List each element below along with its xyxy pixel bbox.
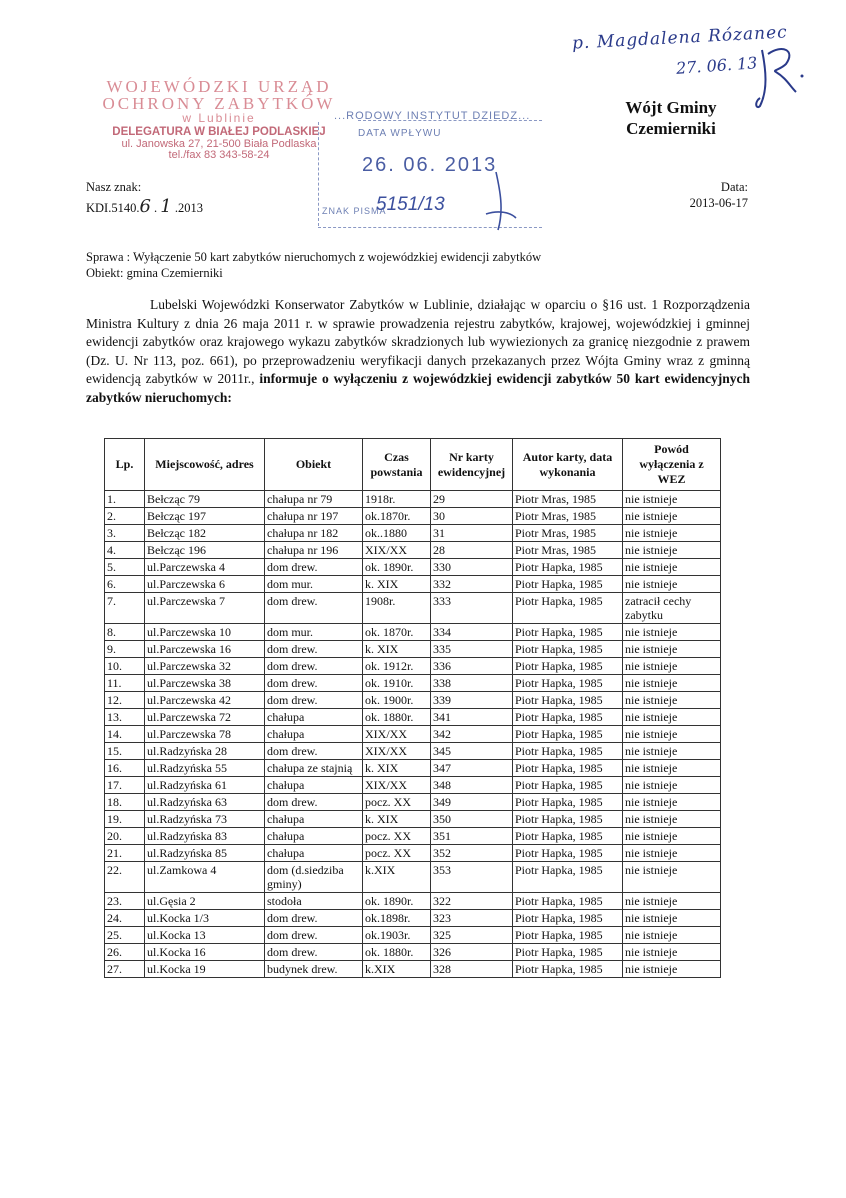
table-row xyxy=(105,559,721,576)
cell-object: dom drew. xyxy=(265,641,363,658)
handwritten-date: 27. 06. 13 xyxy=(675,53,758,78)
cell-author: Piotr Hapka, 1985 xyxy=(513,845,623,862)
cell-object: dom drew. xyxy=(265,910,363,927)
cell-reason: nie istnieje xyxy=(623,525,721,542)
cell-author: Piotr Hapka, 1985 xyxy=(513,811,623,828)
cell-object: chałupa nr 182 xyxy=(265,525,363,542)
cell-author: Piotr Hapka, 1985 xyxy=(513,709,623,726)
header-object: Obiekt xyxy=(265,439,363,491)
stamp-line: w Lublinie xyxy=(182,111,256,125)
cell-address: ul.Parczewska 6 xyxy=(145,576,265,593)
cell-object: budynek drew. xyxy=(265,961,363,978)
cell-card-number: 341 xyxy=(431,709,513,726)
cell-object: dom drew. xyxy=(265,794,363,811)
cell-date: XIX/XX xyxy=(363,542,431,559)
table-row xyxy=(105,743,721,760)
cell-card-number: 29 xyxy=(431,491,513,508)
cell-author: Piotr Hapka, 1985 xyxy=(513,944,623,961)
stamp-number: 5151/13 xyxy=(376,194,445,215)
cell-reason: nie istnieje xyxy=(623,675,721,692)
handwritten-note: p. Magdalena Rózanec xyxy=(571,22,789,54)
cell-address: ul.Parczewska 10 xyxy=(145,624,265,641)
cell-date: k. XIX xyxy=(363,811,431,828)
cell-object: chałupa nr 79 xyxy=(265,491,363,508)
cell-card-number: 350 xyxy=(431,811,513,828)
cell-date: k.XIX xyxy=(363,862,431,893)
cell-card-number: 342 xyxy=(431,726,513,743)
cell-lp: 24. xyxy=(105,910,145,927)
cell-date: pocz. XX xyxy=(363,794,431,811)
cell-author: Piotr Hapka, 1985 xyxy=(513,726,623,743)
cell-card-number: 352 xyxy=(431,845,513,862)
cell-card-number: 349 xyxy=(431,794,513,811)
cell-lp: 13. xyxy=(105,709,145,726)
cell-reason: nie istnieje xyxy=(623,491,721,508)
body-text: Lubelski Wojewódzki Konserwator Zabytków w Lublinie, działając w oparciu o §16 ust. 1 Rozporządzenia Ministra Kultury z dnia 26 maja 2011 r. w sprawie prowadzenia rejestru zabytków, krajowej, wojewódzkiej i gminnej ewidencji zabytków oraz krajowego wykazu zabytków skradzionych lub wywiezionych za granicę niezgodnie z prawem (Dz. U. Nr 113, poz. 661), po przeprowadzeniu weryfikacji danych przekazanych przez Wójta Gminy wraz z gminną ewidencją zabytków w 2011r., xyxy=(86,297,750,386)
table-row xyxy=(105,944,721,961)
cell-card-number: 326 xyxy=(431,944,513,961)
reference-handwritten: 6 xyxy=(139,196,151,217)
cell-date: ok.1903r. xyxy=(363,927,431,944)
cell-address: ul.Radzyńska 85 xyxy=(145,845,265,862)
cell-date: ok.1898r. xyxy=(363,910,431,927)
cell-reason: nie istnieje xyxy=(623,961,721,978)
stamp-line: WOJEWÓDZKI URZĄD xyxy=(106,77,332,96)
cell-lp: 20. xyxy=(105,828,145,845)
cell-lp: 19. xyxy=(105,811,145,828)
cell-card-number: 330 xyxy=(431,559,513,576)
cell-lp: 10. xyxy=(105,658,145,675)
cell-date: k. XIX xyxy=(363,576,431,593)
handwritten-initials xyxy=(752,40,812,112)
cell-date: k. XIX xyxy=(363,760,431,777)
table-row xyxy=(105,709,721,726)
cell-object: chałupa nr 196 xyxy=(265,542,363,559)
cell-object: dom drew. xyxy=(265,944,363,961)
cell-date: ok. 1880r. xyxy=(363,944,431,961)
stamp-line: tel./fax 83 343-58-24 xyxy=(168,148,270,161)
header-lp: Lp. xyxy=(105,439,145,491)
cell-author: Piotr Mras, 1985 xyxy=(513,542,623,559)
cell-card-number: 345 xyxy=(431,743,513,760)
cell-author: Piotr Hapka, 1985 xyxy=(513,624,623,641)
cell-lp: 16. xyxy=(105,760,145,777)
cell-object: dom mur. xyxy=(265,576,363,593)
cell-author: Piotr Mras, 1985 xyxy=(513,525,623,542)
cell-card-number: 28 xyxy=(431,542,513,559)
cell-date: XIX/XX xyxy=(363,726,431,743)
recipient-line: Wójt Gminy xyxy=(625,98,717,117)
cell-author: Piotr Hapka, 1985 xyxy=(513,927,623,944)
cell-date: k. XIX xyxy=(363,641,431,658)
cell-lp: 23. xyxy=(105,893,145,910)
cell-address: ul.Parczewska 4 xyxy=(145,559,265,576)
cell-reason: nie istnieje xyxy=(623,624,721,641)
cell-lp: 8. xyxy=(105,624,145,641)
table-row xyxy=(105,641,721,658)
cell-object: chałupa xyxy=(265,845,363,862)
reference-prefix: KDI.5140. xyxy=(86,201,140,215)
table-row xyxy=(105,508,721,525)
reference-label: Nasz znak: xyxy=(86,180,142,194)
cell-lp: 12. xyxy=(105,692,145,709)
cell-author: Piotr Hapka, 1985 xyxy=(513,794,623,811)
cell-reason: nie istnieje xyxy=(623,862,721,893)
cell-address: ul.Radzyńska 73 xyxy=(145,811,265,828)
cell-author: Piotr Hapka, 1985 xyxy=(513,641,623,658)
table-row xyxy=(105,927,721,944)
cell-object: stodoła xyxy=(265,893,363,910)
cell-reason: nie istnieje xyxy=(623,811,721,828)
stamp-institute: ...RODOWY INSTYTUT DZIEDZ... xyxy=(334,110,531,122)
recipient xyxy=(596,97,746,139)
body-bold-text: informuje o wyłączeniu z wojewódzkiej ewidencji zabytków 50 kart ewidencyjnych zabytków nieruchomych: xyxy=(86,371,751,405)
cell-author: Piotr Hapka, 1985 xyxy=(513,559,623,576)
table-row xyxy=(105,893,721,910)
cell-card-number: 31 xyxy=(431,525,513,542)
date-value: 2013-06-17 xyxy=(689,196,748,210)
table-row xyxy=(105,777,721,794)
reference-handwritten: 1 xyxy=(160,196,172,217)
cell-lp: 5. xyxy=(105,559,145,576)
cell-card-number: 348 xyxy=(431,777,513,794)
recipient-line: Czemierniki xyxy=(626,119,716,138)
cell-lp: 21. xyxy=(105,845,145,862)
header-address: Miejscowość, adres xyxy=(145,439,265,491)
stamp-line: ul. Janowska 27, 21-500 Biała Podlaska xyxy=(121,137,317,150)
cell-object: dom mur. xyxy=(265,624,363,641)
cell-date: ok..1880 xyxy=(363,525,431,542)
table-row xyxy=(105,658,721,675)
reference-suffix: .2013 xyxy=(171,201,203,215)
cell-address: ul.Radzyńska 83 xyxy=(145,828,265,845)
cell-author: Piotr Hapka, 1985 xyxy=(513,893,623,910)
cell-author: Piotr Hapka, 1985 xyxy=(513,743,623,760)
cell-card-number: 332 xyxy=(431,576,513,593)
cell-author: Piotr Mras, 1985 xyxy=(513,491,623,508)
cell-lp: 18. xyxy=(105,794,145,811)
date-label: Data: xyxy=(720,180,748,194)
table-row xyxy=(105,525,721,542)
cell-card-number: 328 xyxy=(431,961,513,978)
cell-address: Bełcząc 196 xyxy=(145,542,265,559)
cell-object: chałupa xyxy=(265,709,363,726)
cell-lp: 2. xyxy=(105,508,145,525)
cell-date: ok. 1880r. xyxy=(363,709,431,726)
cell-date: pocz. XX xyxy=(363,828,431,845)
cell-date: 1908r. xyxy=(363,593,431,624)
table-header-row xyxy=(105,439,721,491)
table-row xyxy=(105,692,721,709)
cell-address: ul.Parczewska 72 xyxy=(145,709,265,726)
authority-stamp xyxy=(88,78,350,161)
cell-address: ul.Kocka 19 xyxy=(145,961,265,978)
body-paragraph xyxy=(86,296,750,407)
stamp-date: 26. 06. 2013 xyxy=(362,154,498,176)
cell-card-number: 339 xyxy=(431,692,513,709)
cell-lp: 9. xyxy=(105,641,145,658)
cell-reason: nie istnieje xyxy=(623,726,721,743)
stamp-line: DELEGATURA W BIAŁEJ PODLASKIEJ xyxy=(112,126,326,138)
cell-reason: nie istnieje xyxy=(623,508,721,525)
cell-card-number: 334 xyxy=(431,624,513,641)
cell-object: dom drew. xyxy=(265,559,363,576)
cell-object: dom drew. xyxy=(265,743,363,760)
stamp-line: OCHRONY ZABYTKÓW xyxy=(102,94,336,113)
cell-object: dom drew. xyxy=(265,675,363,692)
cell-card-number: 351 xyxy=(431,828,513,845)
table-row xyxy=(105,910,721,927)
cell-date: k.XIX xyxy=(363,961,431,978)
cell-reason: nie istnieje xyxy=(623,576,721,593)
cell-address: ul.Kocka 16 xyxy=(145,944,265,961)
cell-reason: nie istnieje xyxy=(623,845,721,862)
table-row xyxy=(105,961,721,978)
cell-card-number: 30 xyxy=(431,508,513,525)
cell-address: ul.Parczewska 38 xyxy=(145,675,265,692)
cell-date: ok. 1912r. xyxy=(363,658,431,675)
subject xyxy=(86,249,541,281)
cell-author: Piotr Hapka, 1985 xyxy=(513,576,623,593)
cell-reason: nie istnieje xyxy=(623,641,721,658)
cell-card-number: 335 xyxy=(431,641,513,658)
cell-lp: 26. xyxy=(105,944,145,961)
table-row xyxy=(105,828,721,845)
header-author: Autor karty, data wykonania xyxy=(513,439,623,491)
cell-object: chałupa xyxy=(265,726,363,743)
cell-reason: nie istnieje xyxy=(623,828,721,845)
cell-card-number: 322 xyxy=(431,893,513,910)
cell-date: ok. 1890r. xyxy=(363,893,431,910)
cell-date: XIX/XX xyxy=(363,777,431,794)
cell-date: pocz. XX xyxy=(363,845,431,862)
reference-number xyxy=(86,196,203,217)
cell-lp: 3. xyxy=(105,525,145,542)
cell-object: chałupa xyxy=(265,777,363,794)
cell-object: dom drew. xyxy=(265,692,363,709)
receipt-stamp xyxy=(318,110,544,228)
cell-author: Piotr Hapka, 1985 xyxy=(513,760,623,777)
cell-author: Piotr Hapka, 1985 xyxy=(513,828,623,845)
cell-reason: nie istnieje xyxy=(623,944,721,961)
cell-address: ul.Radzyńska 63 xyxy=(145,794,265,811)
cell-card-number: 325 xyxy=(431,927,513,944)
cell-reason: nie istnieje xyxy=(623,743,721,760)
monuments-table xyxy=(104,438,721,978)
cell-object: chałupa nr 197 xyxy=(265,508,363,525)
cell-reason: nie istnieje xyxy=(623,760,721,777)
table-row xyxy=(105,593,721,624)
cell-date: ok. 1900r. xyxy=(363,692,431,709)
cell-author: Piotr Hapka, 1985 xyxy=(513,692,623,709)
cell-address: Bełcząc 197 xyxy=(145,508,265,525)
table-row xyxy=(105,760,721,777)
cell-reason: nie istnieje xyxy=(623,658,721,675)
reference-dot: . xyxy=(150,201,161,215)
cell-address: ul.Zamkowa 4 xyxy=(145,862,265,893)
cell-card-number: 336 xyxy=(431,658,513,675)
cell-author: Piotr Mras, 1985 xyxy=(513,508,623,525)
cell-lp: 22. xyxy=(105,862,145,893)
stamp-signature xyxy=(468,170,528,240)
cell-reason: nie istnieje xyxy=(623,709,721,726)
cell-reason: nie istnieje xyxy=(623,927,721,944)
cell-address: ul.Parczewska 16 xyxy=(145,641,265,658)
cell-address: ul.Radzyńska 61 xyxy=(145,777,265,794)
cell-lp: 25. xyxy=(105,927,145,944)
cell-reason: zatracił cechy zabytku xyxy=(623,593,721,624)
table-row xyxy=(105,794,721,811)
cell-reason: nie istnieje xyxy=(623,692,721,709)
cell-lp: 1. xyxy=(105,491,145,508)
subject-obiekt: Obiekt: gmina Czemierniki xyxy=(86,266,223,280)
header-date: Czas powstania xyxy=(363,439,431,491)
table-row xyxy=(105,576,721,593)
cell-object: dom drew. xyxy=(265,658,363,675)
subject-sprawa: Sprawa : Wyłączenie 50 kart zabytków nieruchomych z wojewódzkiej ewidencji zabytków xyxy=(86,250,542,264)
cell-object: dom drew. xyxy=(265,593,363,624)
cell-address: ul.Kocka 13 xyxy=(145,927,265,944)
cell-card-number: 353 xyxy=(431,862,513,893)
table-row xyxy=(105,726,721,743)
stamp-date-label: DATA WPŁYWU xyxy=(358,128,442,139)
cell-lp: 7. xyxy=(105,593,145,624)
cell-address: ul.Kocka 1/3 xyxy=(145,910,265,927)
cell-lp: 17. xyxy=(105,777,145,794)
cell-address: ul.Gęsia 2 xyxy=(145,893,265,910)
cell-date: XIX/XX xyxy=(363,743,431,760)
cell-object: chałupa ze stajnią xyxy=(265,760,363,777)
table-row xyxy=(105,862,721,893)
cell-address: ul.Parczewska 32 xyxy=(145,658,265,675)
cell-object: dom (d.siedziba gminy) xyxy=(265,862,363,893)
cell-reason: nie istnieje xyxy=(623,910,721,927)
stamp-border xyxy=(318,122,319,226)
cell-lp: 15. xyxy=(105,743,145,760)
cell-address: ul.Radzyńska 55 xyxy=(145,760,265,777)
cell-address: ul.Parczewska 42 xyxy=(145,692,265,709)
cell-lp: 14. xyxy=(105,726,145,743)
cell-date: ok.1870r. xyxy=(363,508,431,525)
cell-author: Piotr Hapka, 1985 xyxy=(513,675,623,692)
cell-address: ul.Parczewska 7 xyxy=(145,593,265,624)
cell-object: dom drew. xyxy=(265,927,363,944)
cell-author: Piotr Hapka, 1985 xyxy=(513,910,623,927)
cell-date: ok. 1910r. xyxy=(363,675,431,692)
table-row xyxy=(105,675,721,692)
table-row xyxy=(105,845,721,862)
cell-lp: 27. xyxy=(105,961,145,978)
table-row xyxy=(105,491,721,508)
cell-card-number: 347 xyxy=(431,760,513,777)
cell-date: ok. 1890r. xyxy=(363,559,431,576)
cell-lp: 6. xyxy=(105,576,145,593)
cell-date: 1918r. xyxy=(363,491,431,508)
cell-author: Piotr Hapka, 1985 xyxy=(513,658,623,675)
table-row xyxy=(105,624,721,641)
cell-reason: nie istnieje xyxy=(623,542,721,559)
cell-author: Piotr Hapka, 1985 xyxy=(513,593,623,624)
cell-object: chałupa xyxy=(265,828,363,845)
cell-address: Bełcząc 79 xyxy=(145,491,265,508)
cell-lp: 4. xyxy=(105,542,145,559)
cell-reason: nie istnieje xyxy=(623,794,721,811)
cell-card-number: 323 xyxy=(431,910,513,927)
cell-card-number: 338 xyxy=(431,675,513,692)
cell-address: Bełcząc 182 xyxy=(145,525,265,542)
cell-card-number: 333 xyxy=(431,593,513,624)
header-reason: Powód wyłączenia z WEZ xyxy=(623,439,721,491)
table-row xyxy=(105,811,721,828)
cell-author: Piotr Hapka, 1985 xyxy=(513,862,623,893)
cell-address: ul.Parczewska 78 xyxy=(145,726,265,743)
cell-reason: nie istnieje xyxy=(623,777,721,794)
cell-lp: 11. xyxy=(105,675,145,692)
header-card-number: Nr karty ewidencyjnej xyxy=(431,439,513,491)
cell-object: chałupa xyxy=(265,811,363,828)
cell-reason: nie istnieje xyxy=(623,893,721,910)
cell-author: Piotr Hapka, 1985 xyxy=(513,961,623,978)
table-row xyxy=(105,542,721,559)
cell-reason: nie istnieje xyxy=(623,559,721,576)
table-body xyxy=(105,491,721,978)
stamp-number-label: ZNAK PISMA xyxy=(322,206,387,216)
cell-date: ok. 1870r. xyxy=(363,624,431,641)
cell-author: Piotr Hapka, 1985 xyxy=(513,777,623,794)
cell-address: ul.Radzyńska 28 xyxy=(145,743,265,760)
